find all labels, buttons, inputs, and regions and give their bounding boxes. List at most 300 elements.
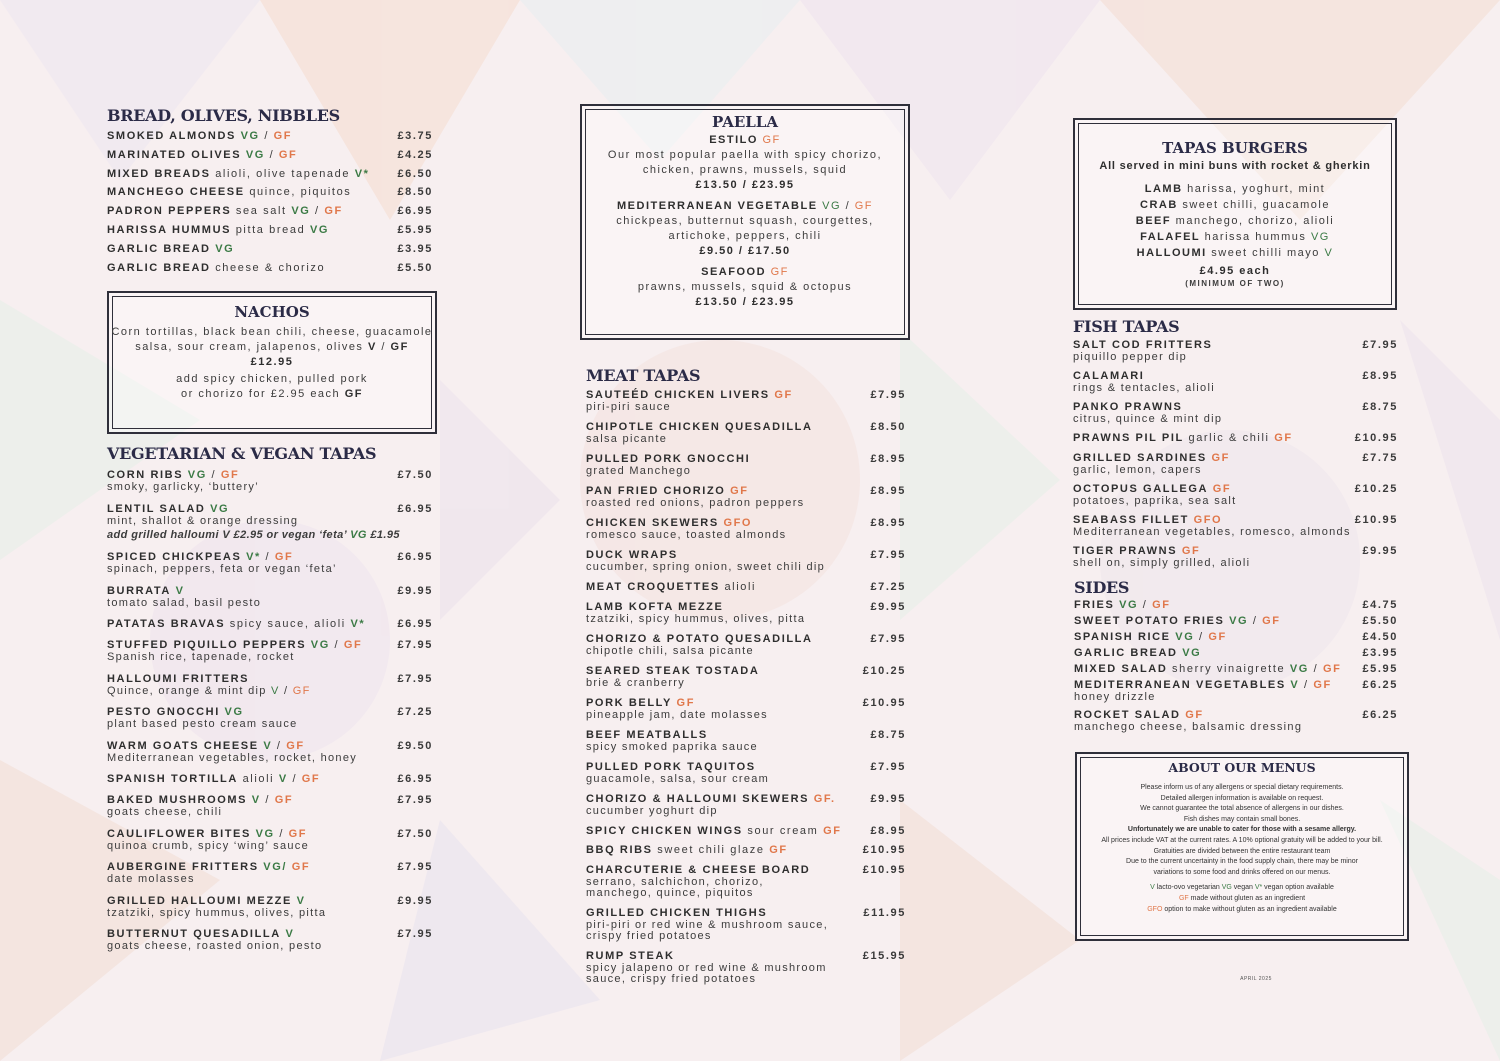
- menu-item: [107, 617, 433, 631]
- item-price: £5.95: [397, 223, 433, 236]
- gluten-tag: GF: [1152, 599, 1171, 611]
- item-subtext: Quince, orange & mint dip V / GF: [107, 684, 311, 697]
- tag-separator: /: [1299, 679, 1314, 691]
- menu-item: [107, 167, 433, 181]
- diet-tag: VG: [310, 639, 330, 651]
- item-description: quince, piquitos: [244, 186, 352, 199]
- item-subtext: quinoa crumb, spicy ‘wing’ sauce: [107, 839, 309, 852]
- gluten-tag: GF: [730, 485, 749, 497]
- menu-item: [107, 772, 433, 786]
- item-price: £10.95: [862, 863, 906, 876]
- item-name: GARLIC BREAD: [1074, 647, 1178, 659]
- item-name: CRAB: [1140, 199, 1178, 211]
- item-description: Our most popular paella with spicy chorizo,: [607, 149, 883, 161]
- paella-item: [582, 265, 908, 310]
- item-subtext: Spanish rice, tapenade, rocket: [107, 651, 295, 663]
- item-subtext: spinach, peppers, feta or vegan ‘feta’: [107, 563, 337, 575]
- paella-title: PAELLA: [712, 113, 778, 131]
- menu-item: [107, 204, 433, 218]
- gluten-tag: GF: [823, 824, 842, 837]
- item-subtext: piri-piri sauce: [586, 401, 671, 413]
- item-name: FALAFEL: [1140, 231, 1201, 243]
- diet-tag: V: [251, 794, 261, 806]
- item-subtext: pineapple jam, date molasses: [586, 708, 768, 721]
- item-name: OCTOPUS GALLEGA: [1073, 482, 1209, 495]
- item-name: GRILLED HALLOUMI MEZZE: [107, 894, 292, 907]
- item-subtext: manchego, quince, piquitos: [586, 886, 754, 899]
- item-description: alioli: [719, 581, 757, 593]
- item-subtext: Mediterranean vegetables, rocket, honey: [107, 751, 358, 764]
- diet-tag: V: [278, 773, 288, 785]
- gluten-tag: GFO: [1193, 513, 1223, 526]
- diet-tag: V: [285, 928, 295, 940]
- item-price: £10.95: [1354, 432, 1398, 444]
- item-name: SEAFOOD: [701, 266, 767, 278]
- item-name: CHICKEN SKEWERS: [586, 517, 719, 529]
- menu-item: [1073, 482, 1398, 507]
- item-description: sea salt: [231, 205, 287, 218]
- diet-tag: VG: [215, 242, 235, 255]
- nachos-title: NACHOS: [234, 303, 310, 321]
- item-price: £6.95: [397, 618, 433, 630]
- menu-item: [1074, 630, 1398, 644]
- burgers-box: [1073, 118, 1397, 310]
- item-description: sherry vinaigrette: [1167, 663, 1286, 675]
- item-subtext: shell on, simply grilled, alioli: [1073, 556, 1251, 569]
- item-name: SPANISH RICE: [1074, 631, 1171, 643]
- item-price: £7.95: [870, 389, 906, 401]
- menu-item: [107, 129, 433, 143]
- item-name: LAMB KOFTA MEZZE: [586, 600, 724, 613]
- item-subtext: Mediterranean vegetables, romesco, almonds: [1073, 525, 1351, 538]
- item-subtext: romesco sauce, toasted almonds: [586, 529, 787, 541]
- item-description: garlic & chili: [1183, 432, 1270, 444]
- item-price: £7.50: [397, 827, 433, 840]
- item-price: £9.95: [397, 894, 433, 907]
- item-price: £5.95: [1362, 663, 1398, 675]
- menu-item: [586, 484, 906, 509]
- menu-item: [1074, 662, 1398, 676]
- item-subtext: guacamole, salsa, sour cream: [586, 772, 770, 785]
- diet-tag: VG: [1229, 615, 1249, 627]
- item-subtext: grated Manchego: [586, 465, 692, 477]
- item-price: £9.50 / £17.50: [699, 245, 791, 257]
- menu-item: [586, 906, 906, 942]
- item-description: sweet chilli, guacamole: [1177, 199, 1330, 211]
- item-price: £10.25: [1354, 482, 1398, 495]
- about-line: Due to the current uncertainty in the food supply chain, there may be minor: [1126, 858, 1358, 866]
- item-subtext: date molasses: [107, 873, 195, 885]
- about-line: Fish dishes may contain small bones.: [1183, 815, 1301, 823]
- item-name: PRAWNS PIL PIL: [1073, 432, 1184, 444]
- diet-tag: V: [296, 894, 306, 907]
- item-subtext: smoky, garlicky, ‘buttery’: [107, 481, 259, 493]
- gluten-tag: GF: [288, 827, 308, 840]
- item-name: BUTTERNUT QUESADILLA: [107, 928, 281, 940]
- item-name: CHIPOTLE CHICKEN QUESADILLA: [586, 421, 813, 433]
- item-name: CORN RIBS: [107, 469, 184, 481]
- diet-tag: VG/: [263, 861, 288, 873]
- item-name: CHARCUTERIE & CHEESE BOARD: [586, 863, 811, 876]
- item-price: £5.50: [397, 261, 433, 274]
- item-name: HALLOUMI FRITTERS: [107, 672, 250, 685]
- item-subtext: spicy jalapeno or red wine & mushroom: [586, 961, 827, 974]
- item-description: cheese & chorizo: [210, 261, 326, 274]
- item-subtext: garlic, lemon, capers: [1073, 463, 1202, 476]
- item-subtext: potatoes, paprika, sea salt: [1073, 494, 1237, 507]
- menu-item: [107, 584, 433, 609]
- tag-separator: /: [274, 827, 289, 840]
- item-name: SEABASS FILLET: [1073, 513, 1189, 526]
- diet-tag: VG: [187, 469, 207, 481]
- diet-tag: V: [271, 684, 280, 697]
- menu-item: [1073, 451, 1398, 476]
- item-price: £3.75: [397, 130, 433, 142]
- item-price: £10.95: [1354, 513, 1398, 526]
- item-price: £7.95: [397, 672, 433, 685]
- item-name: PESTO GNOCCHI: [107, 706, 220, 718]
- item-subtext: tzatziki, spicy hummus, olives, pitta: [586, 612, 806, 625]
- menu-item: [1073, 431, 1398, 445]
- item-price: £13.50 / £23.95: [695, 179, 795, 191]
- footer-date: APRIL 2025: [1240, 976, 1272, 982]
- menu-item: [1074, 598, 1398, 612]
- item-price: £7.95: [397, 639, 433, 651]
- gluten-tag: GF: [274, 794, 294, 806]
- nachos-extra-2: or chorizo for £2.95 each GF: [180, 388, 364, 400]
- item-price: £6.95: [397, 502, 433, 515]
- diet-tag: V*: [350, 618, 366, 630]
- item-name: SMOKED ALMONDS: [107, 130, 236, 142]
- diet-tag: VG: [822, 200, 842, 212]
- item-description: alioli: [237, 773, 275, 785]
- item-name: CALAMARI: [1073, 370, 1145, 382]
- section-title: MEAT TAPAS: [586, 366, 701, 385]
- item-name: LENTIL SALAD: [107, 502, 206, 515]
- addon-note: add grilled halloumi V £2.95 or vegan ‘feta’ VG £1.95: [107, 528, 400, 541]
- item-subtext: citrus, quince & mint dip: [1073, 413, 1223, 425]
- item-price: £9.95: [870, 600, 906, 613]
- about-line: Detailed allergen information is available on request.: [1160, 794, 1324, 802]
- tag-separator: /: [310, 205, 325, 218]
- diet-tag: VG: [1289, 663, 1309, 675]
- gluten-tag: GF: [286, 739, 305, 752]
- nachos-price: £12.95: [250, 356, 294, 368]
- gluten-tag: GF: [676, 696, 696, 709]
- diet-tag: VG: [224, 706, 244, 718]
- burger-item: [1075, 197, 1395, 213]
- item-name: TIGER PRAWNS: [1073, 544, 1178, 557]
- about-line: Gratuities are divided between the entire restaurant team: [1153, 847, 1331, 855]
- menu-item: [1073, 369, 1398, 394]
- tag-separator: /: [1138, 599, 1153, 611]
- item-price: £9.50: [397, 739, 433, 752]
- paella-box: [580, 104, 910, 340]
- item-description: prawns, mussels, squid & octopus: [637, 281, 853, 293]
- about-key-1: V lacto-ovo vegetarian VG vegan V* vegan option available: [1150, 884, 1334, 892]
- item-description: harissa, yoghurt, mint: [1182, 183, 1326, 195]
- item-price: £15.95: [862, 949, 906, 962]
- item-description: sweet chili glaze: [652, 844, 765, 856]
- tag-separator: /: [272, 739, 287, 752]
- bread-section: [107, 106, 433, 279]
- meat-section: [586, 366, 906, 992]
- menu-item: [586, 420, 906, 445]
- gluten-tag: GF: [854, 200, 873, 212]
- item-description: chicken, prawns, mussels, squid: [642, 164, 848, 176]
- menu-item: [586, 600, 906, 625]
- item-subtext: cucumber yoghurt dip: [586, 804, 718, 817]
- item-description: sweet chilli mayo: [1206, 247, 1320, 259]
- item-price: £4.50: [1362, 631, 1398, 643]
- item-subtext: manchego cheese, balsamic dressing: [1074, 721, 1303, 733]
- item-subtext: goats cheese, roasted onion, pesto: [107, 940, 323, 952]
- diet-tag: VG: [245, 148, 265, 161]
- about-line: variations to some food and drinks offered on our menus.: [1153, 868, 1331, 876]
- item-name: PADRON PEPPERS: [107, 205, 232, 218]
- menu-item: [107, 793, 433, 818]
- item-name: BURRATA: [107, 584, 171, 597]
- diet-tag: VG: [240, 130, 260, 142]
- diet-tag: V: [263, 739, 273, 752]
- item-price: £8.95: [870, 517, 906, 529]
- item-description: manchego, chorizo, alioli: [1171, 215, 1335, 227]
- gluten-tag: GF: [769, 844, 788, 856]
- item-price: £9.95: [870, 792, 906, 805]
- tag-separator: /: [260, 551, 275, 563]
- item-price: £7.25: [397, 706, 433, 718]
- item-price: £5.50: [1362, 615, 1398, 627]
- nachos-description-2: salsa, sour cream, jalapenos, olives V / GF: [135, 341, 409, 353]
- menu-item: [586, 632, 906, 657]
- gluten-tag: GF: [278, 148, 298, 161]
- gluten-tag: GF: [273, 130, 293, 142]
- item-description: artichoke, peppers, chili: [668, 230, 822, 242]
- item-price: £8.95: [870, 485, 906, 497]
- burger-item: [1075, 245, 1395, 261]
- diet-tag: VG: [1119, 599, 1139, 611]
- item-price: £6.25: [1362, 679, 1398, 691]
- diet-tag: V*: [354, 167, 370, 180]
- menu-item: [1074, 646, 1398, 660]
- item-description: spicy sauce, alioli: [225, 618, 346, 630]
- gluten-tag: GF: [1185, 709, 1204, 721]
- menu-item: [586, 696, 906, 721]
- diet-tag: VG: [210, 502, 230, 515]
- item-name: BBQ RIBS: [586, 844, 653, 856]
- item-name: PATATAS BRAVAS: [107, 618, 226, 630]
- tag-separator: /: [329, 639, 344, 651]
- item-subtext: rings & tentacles, alioli: [1073, 382, 1215, 394]
- gluten-tag: GF: [1211, 451, 1230, 464]
- vegetarian-section: [107, 444, 433, 961]
- about-key-3: GFO option to make without gluten as an ingredient available: [1147, 905, 1337, 913]
- diet-tag: V: [175, 584, 185, 597]
- item-price: £3.95: [1362, 647, 1398, 659]
- burger-item: [1075, 229, 1395, 245]
- item-subtext: roasted red onions, padron peppers: [586, 497, 805, 509]
- item-price: £7.95: [870, 549, 906, 561]
- menu-item: [586, 548, 906, 573]
- item-subtext: honey drizzle: [1074, 691, 1156, 703]
- item-name: SPANISH TORTILLA: [107, 773, 238, 785]
- item-price: £9.95: [1362, 544, 1398, 557]
- item-subtext: cucumber, spring onion, sweet chili dip: [586, 561, 826, 573]
- gluten-tag: GF: [774, 389, 793, 401]
- item-price: £13.50 / £23.95: [695, 296, 795, 308]
- gluten-tag: GF: [220, 469, 240, 481]
- menu-item: [107, 185, 433, 199]
- burgers-title: TAPAS BURGERS: [1162, 139, 1308, 157]
- item-price: £7.95: [397, 928, 433, 940]
- tag-separator: /: [206, 469, 221, 481]
- menu-item: [586, 843, 906, 857]
- about-sesame: Unfortunately we are unable to cater for those with a sesame allergy.: [1127, 826, 1357, 834]
- menu-item: [1073, 338, 1398, 363]
- item-price: £8.95: [870, 453, 906, 465]
- item-price: £9.95: [397, 584, 433, 597]
- tag-separator: /: [1308, 663, 1323, 675]
- burger-item: [1075, 213, 1395, 229]
- diet-tag: V*: [246, 551, 261, 563]
- item-price: £4.25: [397, 148, 433, 161]
- diet-tag: V: [1324, 247, 1334, 259]
- item-price: £7.95: [870, 760, 906, 773]
- item-subtext: salsa picante: [586, 433, 668, 445]
- item-price: £6.95: [397, 551, 433, 563]
- gluten-tag: GF: [1322, 663, 1342, 675]
- menu-item: [1074, 678, 1398, 703]
- about-title: ABOUT OUR MENUS: [1168, 760, 1316, 775]
- gluten-tag: GF: [292, 684, 311, 697]
- gluten-tag: GFO: [723, 517, 753, 529]
- item-price: £8.95: [1362, 370, 1398, 382]
- item-name: GARLIC BREAD: [107, 242, 211, 255]
- menu-item: [586, 949, 906, 985]
- item-name: CAULIFLOWER BITES: [107, 827, 251, 840]
- menu-item: [1074, 614, 1398, 628]
- gluten-tag: GF: [1313, 679, 1332, 691]
- about-line: We cannot guarantee the total absence of allergens in our dishes.: [1140, 805, 1344, 813]
- section-title: FISH TAPAS: [1073, 317, 1180, 336]
- tag-separator: /: [259, 130, 274, 142]
- item-price: £7.95: [397, 861, 433, 873]
- item-price: £10.95: [862, 844, 906, 856]
- item-price: £8.50: [397, 186, 433, 199]
- item-name: PULLED PORK GNOCCHI: [586, 453, 751, 465]
- item-subtext: tzatziki, spicy hummus, olives, pitta: [107, 906, 327, 919]
- item-name: WARM GOATS CHEESE: [107, 739, 259, 752]
- item-price: £8.50: [870, 421, 906, 433]
- item-price: £7.95: [1362, 339, 1398, 351]
- item-name: BEEF: [1135, 215, 1172, 227]
- item-name: MEAT CROQUETTES: [586, 581, 720, 593]
- item-price: £8.75: [870, 728, 906, 741]
- item-subtext: tomato salad, basil pesto: [107, 596, 262, 609]
- tag-separator: /: [264, 148, 279, 161]
- item-name: DUCK WRAPS: [586, 549, 678, 561]
- item-name: GARLIC BREAD: [107, 261, 211, 274]
- nachos-box: [107, 291, 437, 434]
- item-description: pitta bread: [231, 223, 306, 236]
- item-name: PAN FRIED CHORIZO: [586, 485, 726, 497]
- item-price: £7.95: [397, 794, 433, 806]
- nachos-description: Corn tortillas, black bean chili, cheese, guacamole: [111, 326, 433, 338]
- item-name: CHORIZO & POTATO QUESADILLA: [586, 632, 813, 645]
- item-description: alioli, olive tapenade: [210, 167, 351, 180]
- item-price: £7.95: [870, 632, 906, 645]
- item-name: MANCHEGO CHEESE: [107, 186, 245, 199]
- item-subtext: brie & cranberry: [586, 676, 686, 689]
- diet-tag: VG: [291, 205, 311, 218]
- menu-item: [107, 894, 433, 919]
- menu-item: [1073, 400, 1398, 425]
- menu-item: [107, 550, 433, 575]
- gluten-tag: GF: [1262, 615, 1281, 627]
- item-name: MARINATED OLIVES: [107, 148, 242, 161]
- item-name: BAKED MUSHROOMS: [107, 794, 248, 806]
- menu-item: [586, 452, 906, 477]
- item-name: HARISSA HUMMUS: [107, 223, 232, 236]
- item-name: SAUTEÉD CHICKEN LIVERS: [586, 389, 770, 401]
- item-price: £6.95: [397, 205, 433, 218]
- item-subtext: goats cheese, chili: [107, 806, 223, 818]
- item-name: ESTILO: [709, 134, 758, 146]
- gluten-tag: GF: [1181, 544, 1201, 557]
- menu-item: [107, 927, 433, 952]
- menu-item: [107, 827, 433, 852]
- item-price: £6.95: [397, 773, 433, 785]
- menu-item: [107, 223, 433, 237]
- item-name: HALLOUMI: [1136, 247, 1207, 259]
- item-price: £6.25: [1362, 709, 1398, 721]
- fish-section: [1073, 317, 1398, 575]
- item-name: STUFFED PIQUILLO PEPPERS: [107, 639, 307, 651]
- menu-item: [107, 672, 433, 697]
- tag-separator: /: [279, 684, 293, 697]
- tag-separator: /: [1194, 631, 1209, 643]
- item-name: SALT COD FRITTERS: [1073, 339, 1213, 351]
- menu-item: [107, 705, 433, 730]
- item-price: £11.95: [863, 906, 906, 919]
- item-subtext: plant based pesto cream sauce: [107, 718, 298, 730]
- item-name: MIXED BREADS: [107, 167, 211, 180]
- item-description: chickpeas, butternut squash, courgettes,: [616, 215, 874, 227]
- item-name: MEDITERRANEAN VEGETABLES: [1074, 679, 1286, 691]
- menu-item: [107, 242, 433, 256]
- tag-separator: /: [841, 200, 855, 212]
- item-subtext: chipotle chili, salsa picante: [586, 644, 754, 657]
- gluten-tag: GF: [291, 861, 311, 873]
- about-key-2: GF made without gluten as an ingredient: [1178, 894, 1306, 902]
- burger-item: [1075, 181, 1395, 197]
- item-subtext: piri-piri or red wine & mushroom sauce,: [586, 918, 829, 931]
- gluten-tag: GF: [1212, 482, 1232, 495]
- item-name: GRILLED SARDINES: [1073, 451, 1207, 464]
- item-name: MEDITERRANEAN VEGETABLE: [617, 200, 818, 212]
- gluten-tag: GF.: [813, 792, 836, 805]
- item-name: AUBERGINE FRITTERS: [107, 861, 259, 873]
- menu-item: [586, 388, 906, 413]
- menu-item: [586, 863, 906, 899]
- item-price: £7.25: [870, 581, 906, 593]
- paella-item: [582, 133, 908, 193]
- diet-tag: VG: [1310, 231, 1330, 243]
- menu-item: [586, 728, 906, 753]
- menu-item: [586, 792, 906, 817]
- item-price: £3.95: [397, 242, 433, 255]
- menu-item: [107, 638, 433, 663]
